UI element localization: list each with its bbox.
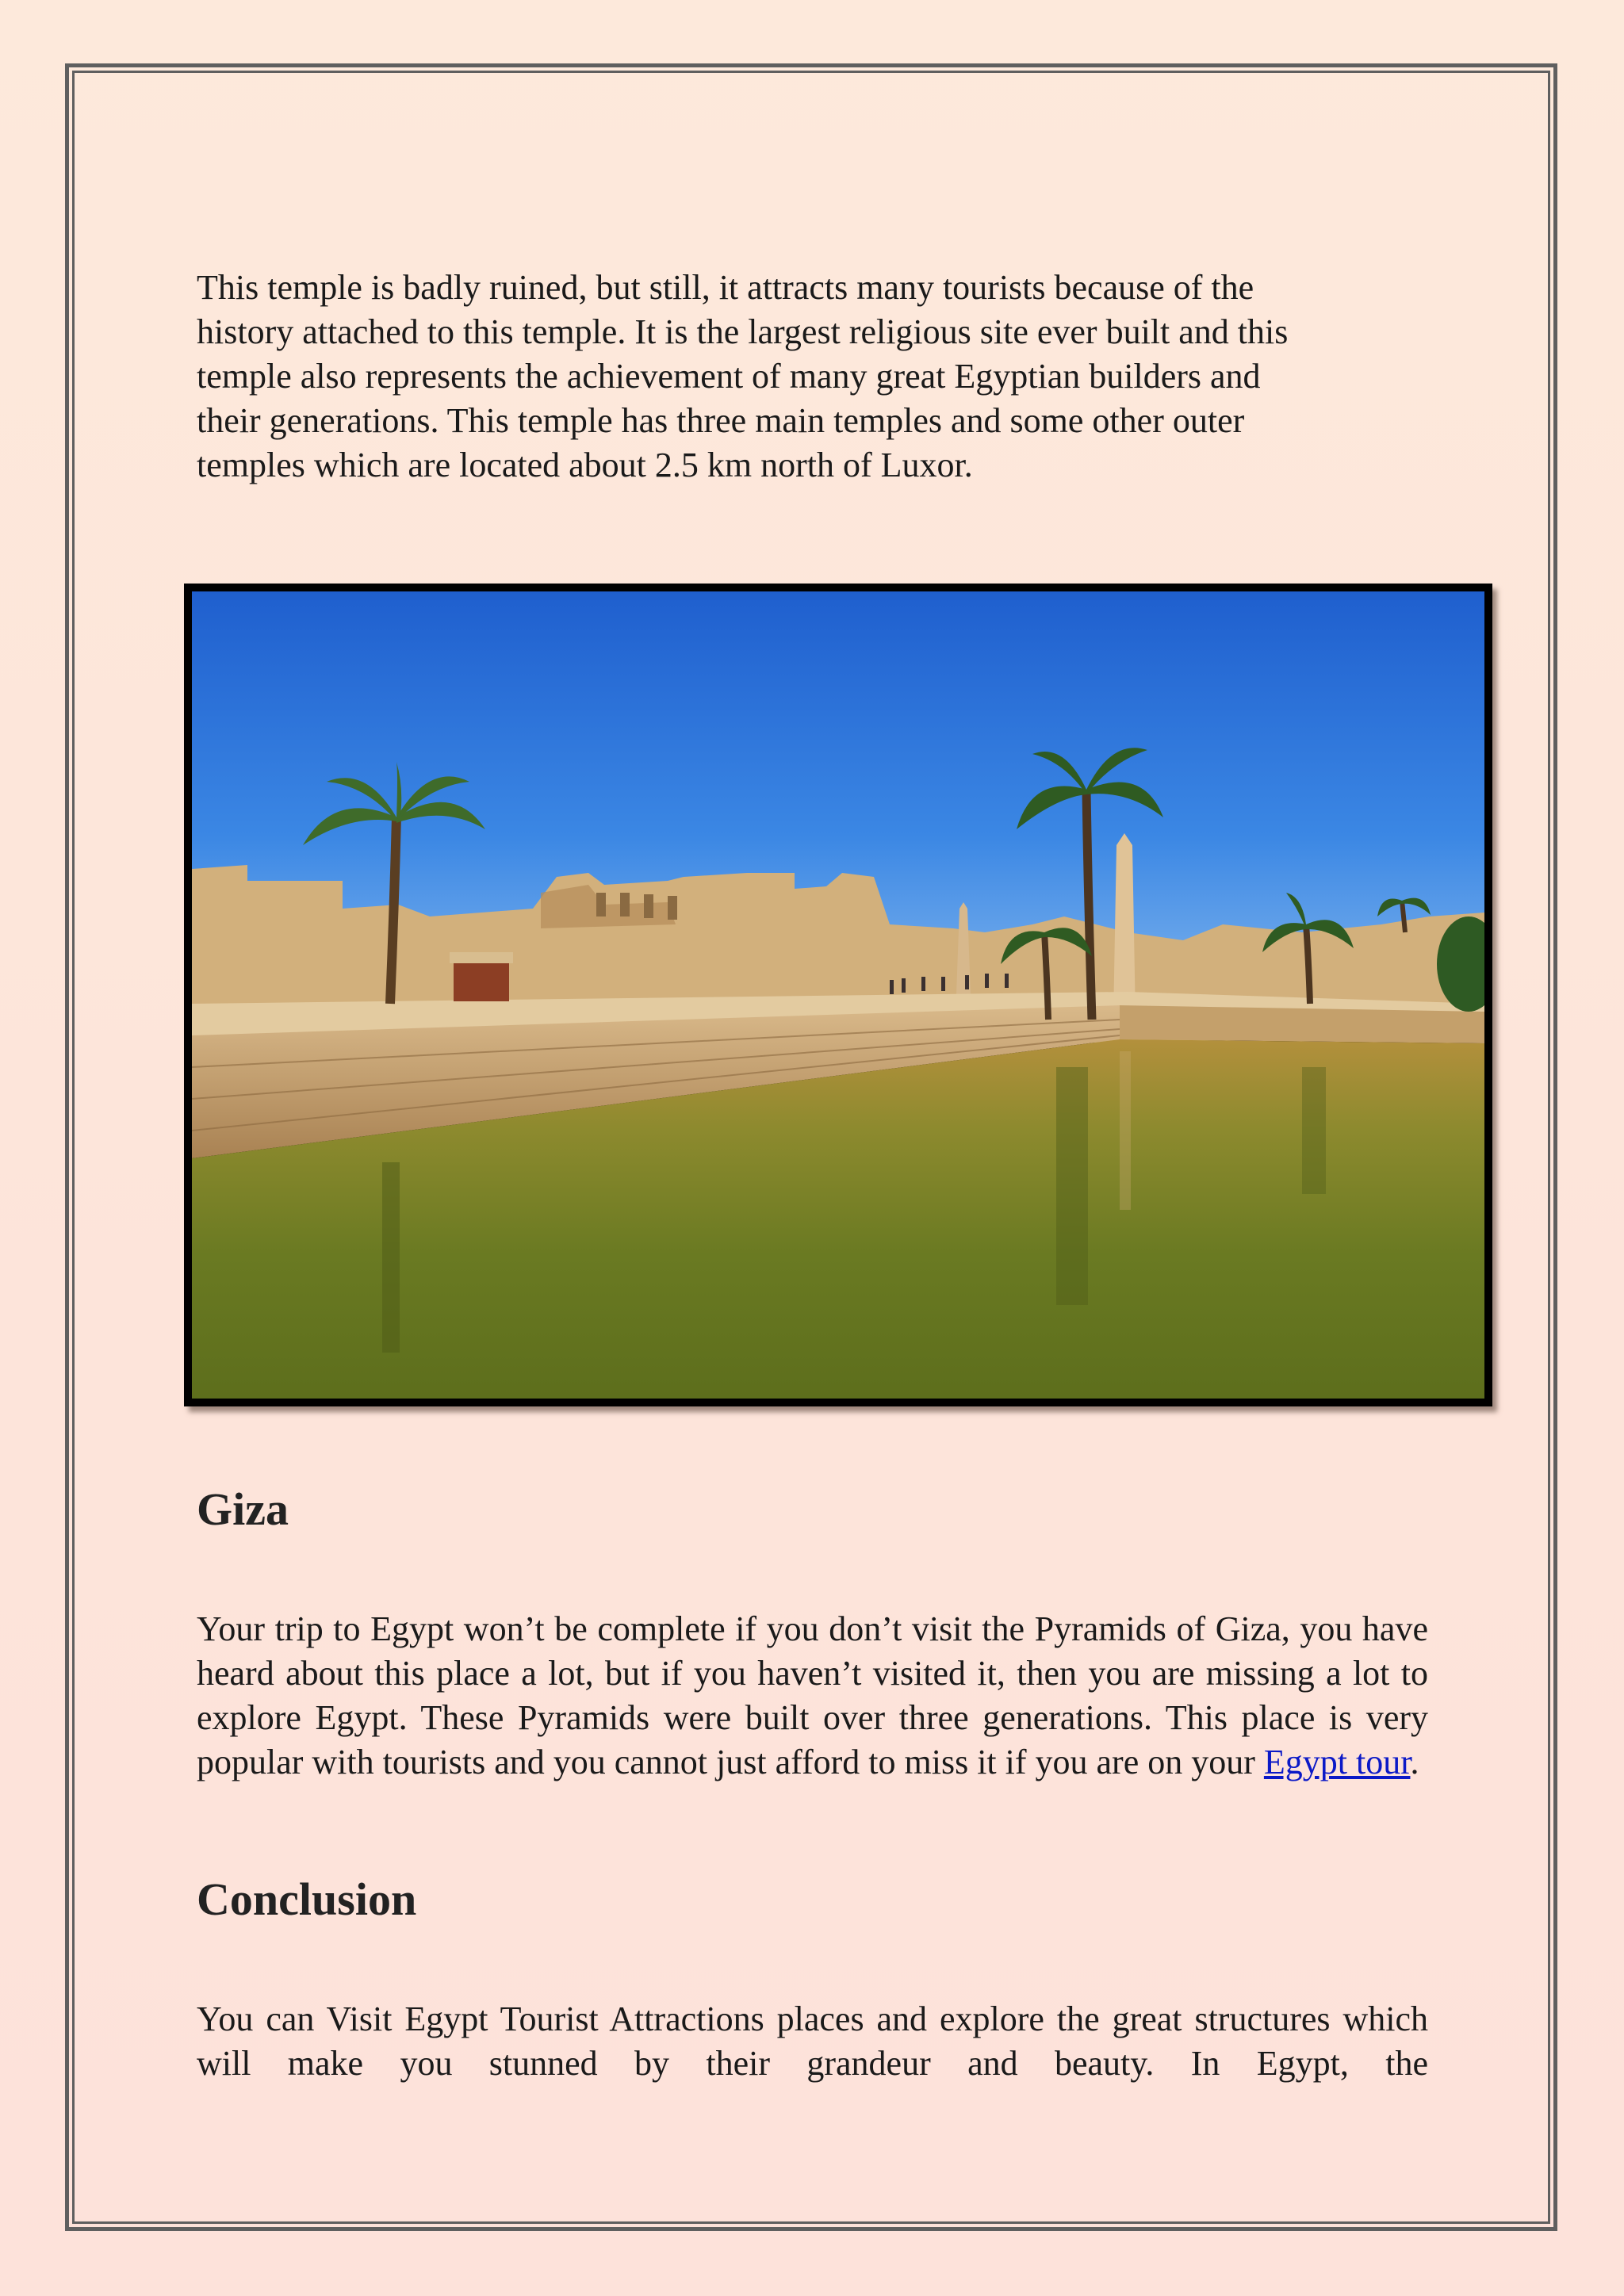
temple-lake-illustration (192, 591, 1484, 1399)
intro-line: This temple is badly ruined, but still, it attracts many tourists because of the (197, 268, 1254, 307)
intro-line: history attached to this temple. It is the largest religious site ever built and this (197, 312, 1289, 351)
giza-text-end: . (1410, 1743, 1419, 1781)
intro-line: temples which are located about 2.5 km north of Luxor. (197, 446, 973, 484)
temple-lake-photo (184, 584, 1492, 1406)
giza-text: Your trip to Egypt won’t be complete if you don’t visit the Pyramids of Giza, you have heard about this place a lot, but if you haven’t visited it, then you are missing a lot to explore Egypt. These Pyramids were built over three generations. This place is very popular with tourists and you cannot just afford to miss it if you are on your (197, 1609, 1428, 1781)
giza-paragraph (197, 1607, 1428, 1785)
intro-paragraph (197, 266, 1428, 488)
conclusion-paragraph: You can Visit Egypt Tourist Attractions places and explore the great structures which will make you stunned by their grandeur and beauty. In Egypt, the (197, 1999, 1428, 2083)
giza-heading: Giza (197, 1483, 289, 1535)
intro-line: their generations. This temple has three main temples and some other outer (197, 401, 1245, 440)
intro-line: temple also represents the achievement of many great Egyptian builders and (197, 357, 1261, 396)
conclusion-heading: Conclusion (197, 1873, 417, 1925)
egypt-tour-link[interactable]: Egypt tour (1263, 1743, 1411, 1781)
